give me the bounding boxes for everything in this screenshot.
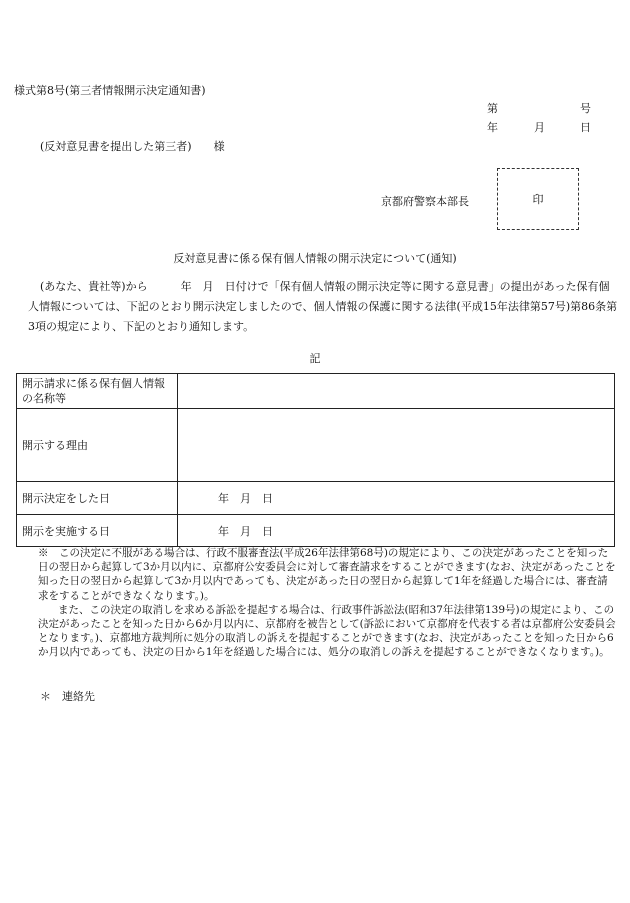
table-row	[17, 515, 615, 547]
addressee: (反対意見書を提出した第三者) 様	[40, 140, 225, 153]
contact-label: ＊ 連絡先	[40, 690, 95, 703]
table-value: 年 月 日	[178, 482, 615, 515]
table-value	[178, 374, 615, 409]
table-label: 開示決定をした日	[17, 482, 178, 515]
table-value	[178, 409, 615, 482]
note-paragraph-1: ※ この決定に不服がある場合は、行政不服審査法(平成26年法律第68号)の規定により、この決定があったことを知った日の翌日から起算して3か月以内に、京都府公安委員会に対して審査請求をすることができます(なお、決定があったことを知った日の翌日から起算して3か月以内であっても、決定があった日の翌日から起算して1年を経過した場合には、審査請求をすることができなくなります。)。	[38, 547, 616, 602]
sender-name: 京都府警察本部長	[381, 195, 469, 208]
table-value: 年 月 日	[178, 515, 615, 547]
info-table	[16, 373, 615, 547]
table-row	[17, 482, 615, 515]
number-suffix: 号	[580, 102, 591, 115]
table-row	[17, 374, 615, 409]
appeal-note	[38, 546, 616, 660]
table-label: 開示請求に係る保有個人情報の名称等	[17, 374, 178, 409]
number-prefix: 第	[487, 102, 498, 115]
document-title: 反対意見書に係る保有個人情報の開示決定について(通知)	[173, 252, 457, 265]
date-day: 日	[580, 121, 591, 134]
note-paragraph-2: また、この決定の取消しを求める訴訟を提起する場合は、行政事件訴訟法(昭和37年法律第139号)の規定により、この決定があったことを知った日から6か月以内に、京都府を被告として(訴訟において京都府を代表する者は京都府公安委員会となります。)、京都地方裁判所に処分の取消しの訴えを提起することができます(なお、決定があったことを知った日から6か月以内であっても、決定の日から1年を経過した場合には、処分の取消しの訴えを提起することができなくなります。)。	[38, 603, 616, 659]
date-year: 年	[487, 121, 498, 134]
ki-heading: 記	[309, 352, 321, 365]
seal-label: 印	[532, 193, 544, 206]
table-row	[17, 409, 615, 482]
date-month: 月	[534, 121, 545, 134]
form-id: 様式第8号(第三者情報開示決定通知書)	[14, 84, 206, 97]
body-paragraph: (あなた、貴社等)から 年 月 日付けで「保有個人情報の開示決定等に関する意見書」の提出があった保有個人情報については、下記のとおり開示決定しましたので、個人情報の保護に関する法律(平成15年法律第57号)第86条第3項の規定により、下記のとおり通知します。	[28, 280, 618, 333]
table-label: 開示する理由	[17, 409, 178, 482]
body-text	[28, 277, 618, 337]
seal-box	[497, 168, 579, 230]
table-label: 開示を実施する日	[17, 515, 178, 547]
